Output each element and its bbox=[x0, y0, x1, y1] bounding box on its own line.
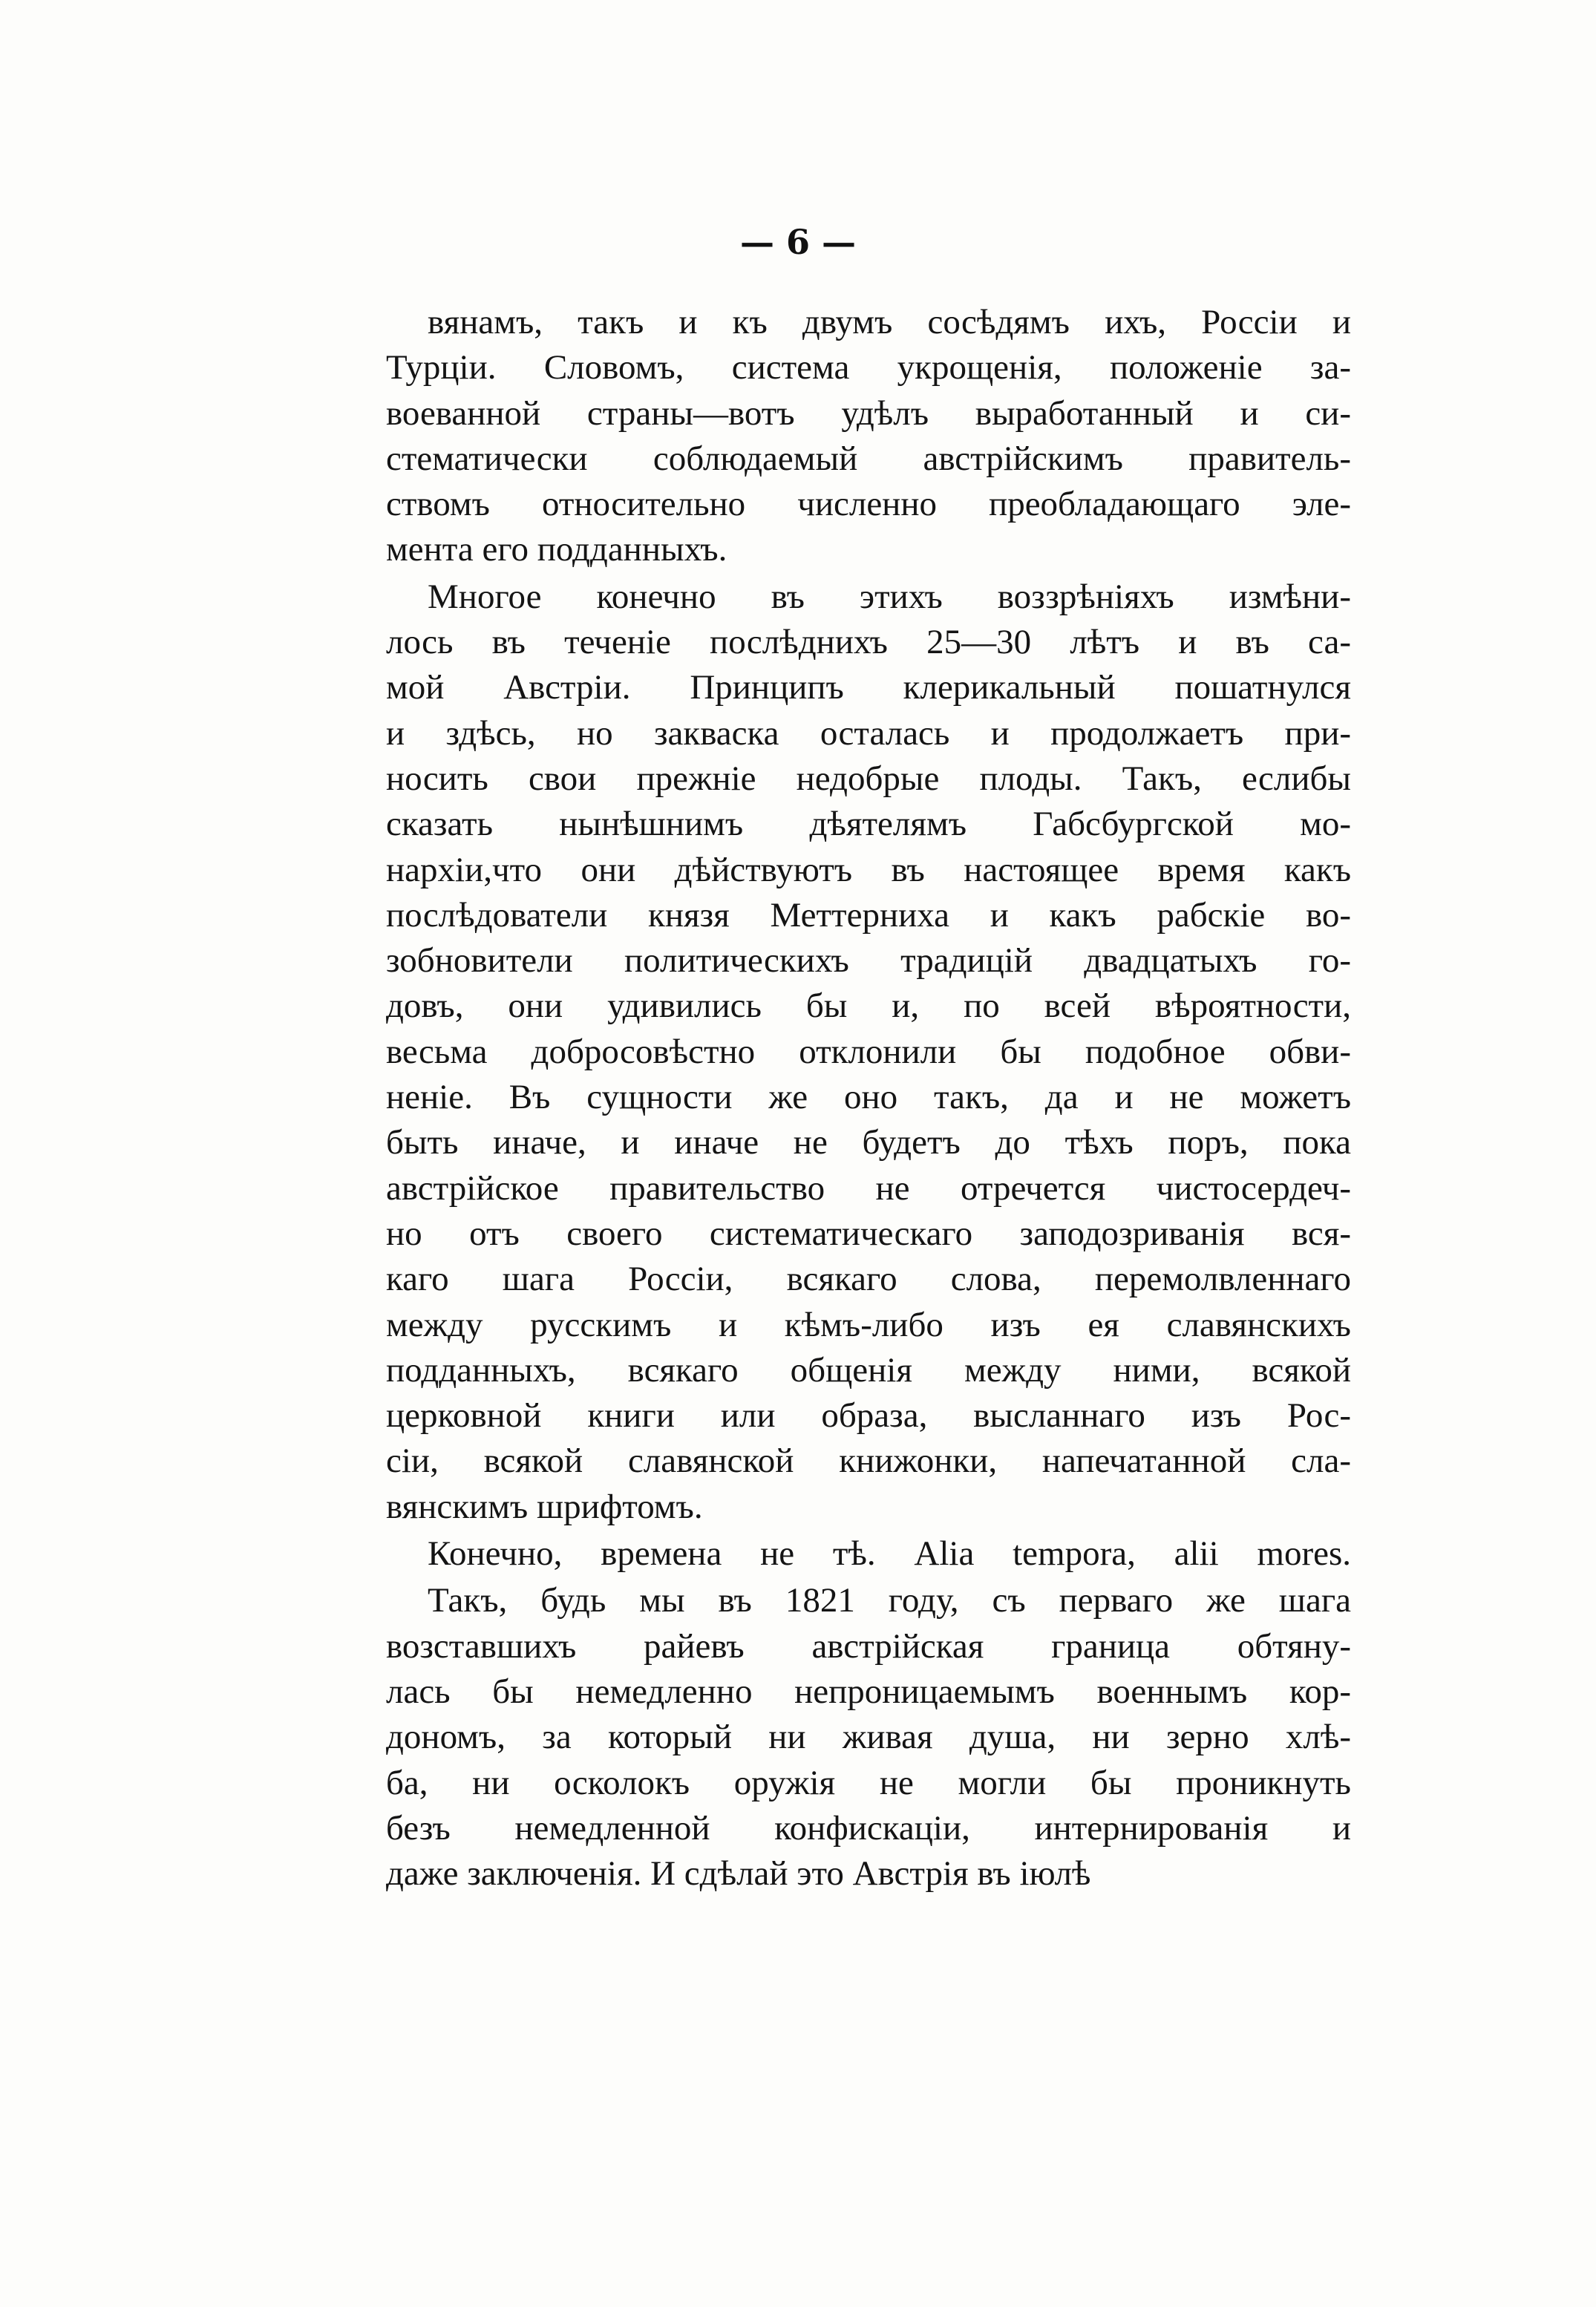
text-line: мента его подданныхъ. bbox=[386, 530, 727, 569]
text-line: нархіи,что они дѣйствуютъ въ настоящее время какъ bbox=[386, 850, 1351, 889]
text-line: стематически соблюдаемый австрійскимъ правитель- bbox=[386, 439, 1351, 478]
text-line: лось въ теченіе послѣднихъ 25—30 лѣтъ и въ са- bbox=[386, 623, 1351, 662]
text-line: воеванной страны—вотъ удѣлъ выработанный и си- bbox=[386, 393, 1351, 433]
text-line: зобновители политическихъ традицій двадцатыхъ го- bbox=[386, 941, 1351, 981]
text-line: сіи, всякой славянской книжонки, напечатанной сла- bbox=[386, 1442, 1351, 1481]
text-line: безъ немедленной конфискаціи, интернированія и bbox=[386, 1808, 1351, 1848]
text-line: ствомъ относительно численно преобладающаго эле- bbox=[386, 485, 1351, 524]
text-line: возставшихъ райевъ австрійская граница обтяну- bbox=[386, 1626, 1351, 1666]
paragraph bbox=[386, 575, 1351, 1530]
text-line: каго шага Россіи, всякаго слова, перемолвленнаго bbox=[386, 1260, 1351, 1299]
text-line: неніе. Въ сущности же оно такъ, да и не можетъ bbox=[386, 1078, 1351, 1117]
text-line: дономъ, за который ни живая душа, ни зерно хлѣ- bbox=[386, 1718, 1351, 1757]
text-line: носить свои прежніе недобрые плоды. Такъ, еслибы bbox=[386, 759, 1351, 798]
text-line: быть иначе, и иначе не будетъ до тѣхъ поръ, пока bbox=[386, 1123, 1351, 1162]
paragraph bbox=[386, 1531, 1351, 1577]
text-line: подданныхъ, всякаго общенія между ними, всякой bbox=[386, 1350, 1351, 1390]
text-line: послѣдователи князя Меттерниха и какъ рабскіе во- bbox=[386, 895, 1351, 935]
text-line: весьма добросовѣстно отклонили бы подобное обви- bbox=[386, 1032, 1351, 1071]
text-line: даже заключенія. И сдѣлай это Австрія въ іюлѣ bbox=[386, 1854, 1091, 1894]
text-line: Турціи. Словомъ, система укрощенія, положеніе за- bbox=[386, 348, 1351, 387]
page-number: — 6 — bbox=[739, 222, 857, 262]
text-line: лась бы немедленно непроницаемымъ военнымъ кор- bbox=[386, 1672, 1351, 1711]
text-line: ба, ни осколокъ оружія не могли бы проникнуть bbox=[386, 1763, 1351, 1802]
text-line: между русскимъ и кѣмъ-либо изъ ея славянскихъ bbox=[386, 1305, 1351, 1344]
body-text bbox=[386, 300, 1351, 1898]
text-line: вянамъ, такъ и къ двумъ сосѣдямъ ихъ, Россіи и bbox=[428, 303, 1351, 341]
text-line: сказать нынѣшнимъ дѣятелямъ Габсбургской мо- bbox=[386, 805, 1351, 844]
text-line: австрійское правительство не отречется чистосердеч- bbox=[386, 1168, 1351, 1208]
text-line: Конечно, времена не тѣ. Alia tempora, alii mores. bbox=[428, 1534, 1351, 1574]
text-line: Такъ, будь мы въ 1821 году, съ перваго же шага bbox=[428, 1581, 1351, 1620]
text-line: и здѣсь, но закваска осталась и продолжаетъ при- bbox=[386, 713, 1351, 753]
text-line: но отъ своего систематическаго заподозриванія вся- bbox=[386, 1214, 1351, 1253]
text-line: мой Австріи. Принципъ клерикальный пошатнулся bbox=[386, 668, 1351, 707]
paragraph bbox=[386, 1578, 1351, 1897]
text-line: церковной книги или образа, высланнаго изъ Рос- bbox=[386, 1396, 1351, 1436]
text-line: довъ, они удивились бы и, по всей вѣроятности, bbox=[386, 986, 1351, 1026]
text-line: Многое конечно въ этихъ воззрѣніяхъ измѣни- bbox=[428, 577, 1351, 616]
text-line: вянскимъ шрифтомъ. bbox=[386, 1487, 703, 1526]
paragraph bbox=[386, 300, 1351, 573]
